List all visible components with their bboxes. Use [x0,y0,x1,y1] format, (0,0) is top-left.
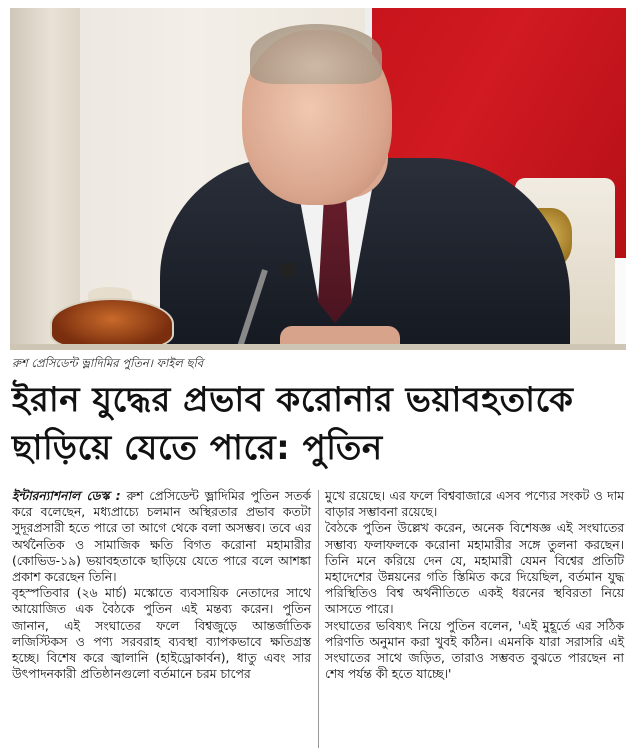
table-edge [10,344,626,350]
paragraph: মুখে রয়েছে। এর ফলে বিশ্ববাজারে এসব পণ্যের সংকট ও দাম বাড়ার সম্ভাবনা রয়েছে। [325,489,624,520]
article-column-1 [12,488,311,750]
paragraph-text: রুশ প্রেসিডেন্ট ভ্লাদিমির পুতিন সতর্ক করে বলেছেন, মধ্যপ্রাচ্যে চলমান অস্থিরতার প্রভাব কতটা সুদূরপ্রসারী হতে পারে তা আগে থেকে বলা অসম্ভব। তবে এর অর্থনৈতিক ও সামাজিক ক্ষতি বিগত করোনা মহামারীর (কোভিড-১৯) ভয়াবহতাকে ছাড়িয়ে যেতে পারে বলে আশঙ্কা প্রকাশ করেছেন তিনি। [12,489,311,585]
headline-line-1: ইরান যুদ্ধের প্রভাব করোনার ভয়াবহতাকে [12,380,574,420]
photo-caption: রুশ প্রেসিডেন্ট ভ্লাদিমির পুতিন। ফাইল ছবি [12,356,204,370]
teapot-icon [50,298,174,350]
paragraph [12,488,311,585]
hair [250,24,382,84]
microphone-icon [280,262,296,278]
paragraph: বৈঠকে পুতিন উল্লেখ করেন, অনেক বিশেষজ্ঞ এই সংঘাতের সম্ভাব্য ফলাফলকে করোনা মহামারীর সঙ্গে তুলনা করছেন। তিনি মনে করিয়ে দেন যে, মহামারী যেমন বিশ্বের প্রতিটি মহাদেশের উন্নয়নের গতি স্তিমিত করে দিয়েছিল, বর্তমান যুদ্ধ পরিস্থিতিও বিশ্ব অর্থনীতিতে একই ধরনের স্থবিরতা নিয়ে আসতে পারে। [325,521,624,617]
article-body [12,488,624,750]
background-pillar [10,8,80,350]
headline-line-2: ছাড়িয়ে যেতে পারে: পুতিন [12,428,383,468]
dateline: ইন্টারন্যাশনাল ডেস্ক : [12,489,121,503]
paragraph: বৃহস্পতিবার (২৬ মার্চ) মস্কোতে ব্যবসায়িক নেতাদের সাথে আয়োজিত এক বৈঠকে পুতিন এই মন্তব্য করেন। পুতিন জানান, এই সংঘাতের ফলে বিশ্বজুড়ে আন্তর্জাতিক লজিস্টিকস ও পণ্য সরবরাহ ব্যবস্থা ব্যাপকভাবে ক্ষতিগ্রস্ত হচ্ছে। বিশেষ করে জ্বালানি (হাইড্রোকার্বন), ধাতু এবং সার উৎপাদনকারী প্রতিষ্ঠানগুলো বর্তমানে চরম চাপের [12,586,311,682]
paragraph: সংঘাতের ভবিষ্যৎ নিয়ে পুতিন বলেন, 'এই মুহূর্তে এর সঠিক পরিণতি অনুমান করা খুবই কঠিন। এমনকি যারা সরাসরি এই সংঘাতের সাথে জড়িত, তারাও সম্ভবত বুঝতে পারছেন না শেষ পর্যন্ত কী হতে যাচ্ছে।' [325,618,624,682]
headline [12,376,628,472]
news-photo [10,8,626,350]
article-column-2 [325,488,624,750]
